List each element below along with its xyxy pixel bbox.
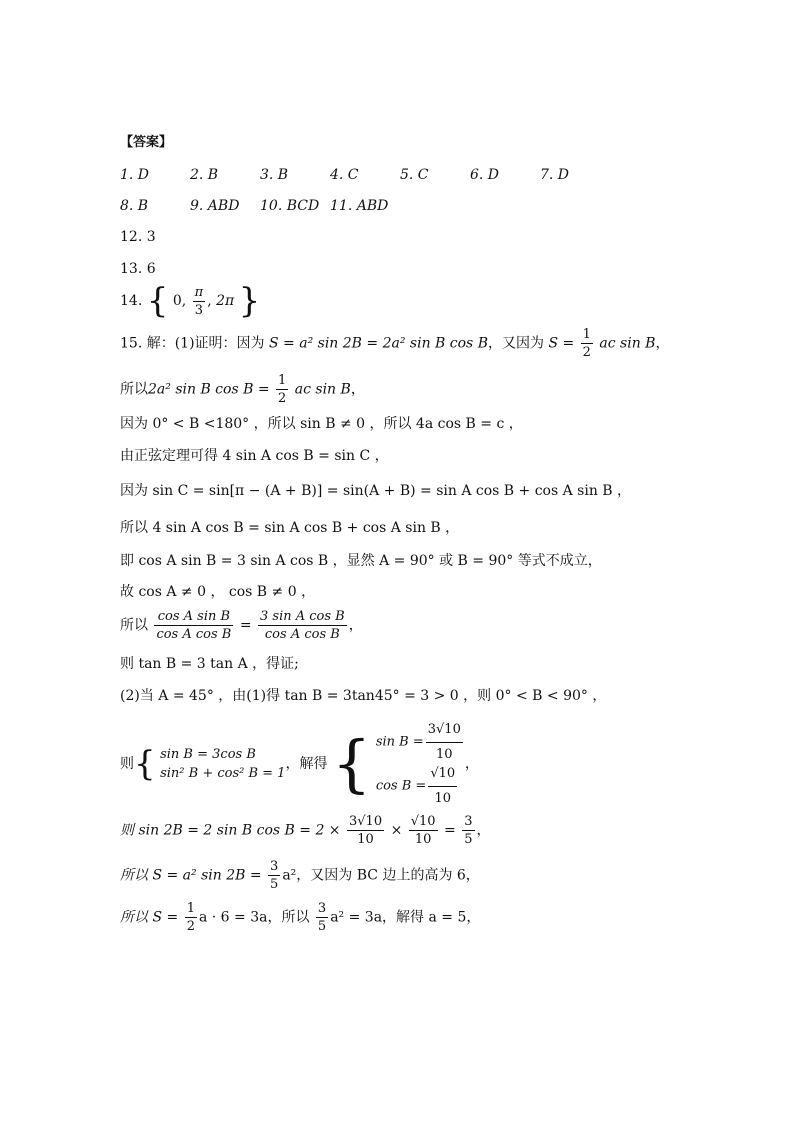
q15-line-2: 所以2a² sin B cos B = $\frac{1}{2}$ ac sin B， <box>120 373 365 406</box>
q14-zero: 0 <box>172 293 182 309</box>
answer-5: 5. C <box>400 167 429 183</box>
answer-3: 3. B <box>260 167 289 183</box>
answer-10: 10. BCD <box>260 198 320 214</box>
answer-7: 7. D <box>540 167 570 183</box>
answer-13: 13. 6 <box>120 261 156 277</box>
q15-line-6: 所以 4 sin A cos B = sin A cos B + cos A sin B ， <box>120 520 460 536</box>
q15-line-7: 即 cos A sin B = 3 sin A cos B ，显然 A = 90° 或 B = 90° 等式不成立， <box>120 553 602 569</box>
q15-line-4: 由正弦定理可得 4 sin A cos B = sin C ， <box>120 448 389 464</box>
left-brace: { <box>146 281 169 321</box>
answer-8: 8. B <box>120 198 149 214</box>
answer-12: 12. 3 <box>120 229 156 245</box>
q15-line-13: 则 sin 2B = 2 sin B cos B = 2 × $\frac{3√10}{10}$ × $\frac{√10}{10}$ = $\frac{3}{5}$ ， <box>120 814 491 847</box>
q15-line-14: 所以 S = a² sin 2B = $\frac{3}{5}$ a²，又因为 BC 边上的高为 6， <box>120 859 480 892</box>
answer-header: 【答案】 <box>120 135 173 150</box>
equation-system: sin B = 3cos B sin² B + cos² B = 1 <box>160 746 286 781</box>
answer-4: 4. C <box>330 167 359 183</box>
q15-line-15: 所以 S = $\frac{1}{2}$ a · 6 = 3a，所以 $\frac{3}{5}$ a² = 3a，解得 a = 5， <box>120 901 481 934</box>
q15-line-8: 故 cos A ≠ 0 ， cos B ≠ 0 ， <box>120 584 316 600</box>
q14-two-pi: 2π <box>216 293 235 309</box>
right-brace: } <box>238 281 261 321</box>
answer-6: 6. D <box>470 167 500 183</box>
answer-2: 2. B <box>190 167 219 183</box>
q15-line-9: 所以 $\frac{\text{cos A sin B}}{\text{cos A cos B}}$ = $\frac{\text{3 sin A cos B}}{\text{cos A cos B}}$ ， <box>120 609 363 642</box>
q14-fraction: $\frac{\pi}{3}$ <box>194 284 204 318</box>
answer-9: 9. ABD <box>190 198 240 214</box>
answer-1: 1. D <box>120 167 150 183</box>
q15-line-10: 则 tan B = 3 tan A ，得证; <box>120 656 299 672</box>
solution-system: sin B = $\frac{3√10}{10}$ cos B = $\frac{√10}{10}$ <box>375 722 461 806</box>
q15-line-1: 15. 解：(1)证明：因为 S = a² sin 2B = 2a² sin B cos B，又因为 S = $\frac{1}{2}$ ac sin B， <box>120 327 670 360</box>
q15-line-11: (2)当 A = 45° ，由(1)得 tan B = 3tan45° = 3 > 0 ，则 0° < B < 90° ， <box>120 688 607 704</box>
q15-line-5: 因为 sin C = sin[π − (A + B)] = sin(A + B) = sin A cos B + cos A sin B ， <box>120 483 632 499</box>
q15-line-3: 因为 0° < B <180° ，所以 sin B ≠ 0 ，所以 4a cos B = c ， <box>120 416 523 432</box>
answer-11: 11. ABD <box>330 198 389 214</box>
q14-label: 14. <box>120 293 143 309</box>
half-fraction: $\frac{1}{2}$ <box>582 327 591 360</box>
q15-line-12: 则{ sin B = 3cos B sin² B + cos² B = 1 ，解得 { sin B = $\frac{3√10}{10}$ cos B = $\frac{√10}{10}$ ， <box>120 720 479 808</box>
answer-14: 14. { 0, $\frac{\pi}{3}$ , 2π } <box>120 281 261 321</box>
